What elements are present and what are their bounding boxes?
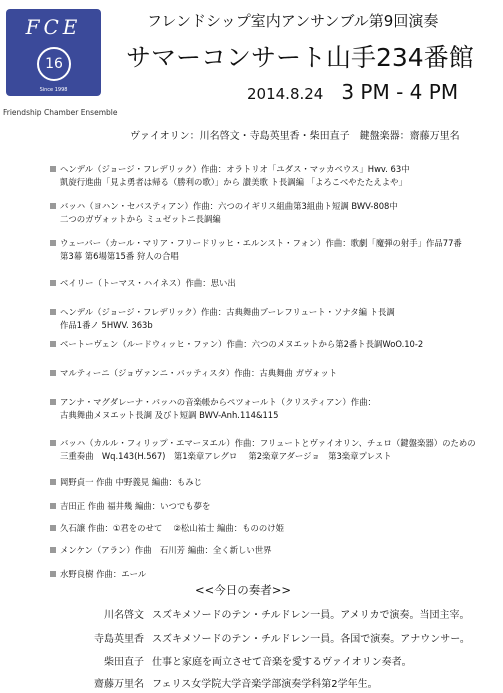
member-description: 仕事と家庭を両立させて音楽を愛するヴァイオリン奏者。: [152, 657, 412, 668]
member-name: 川名啓文: [104, 610, 144, 621]
bullet-icon: [50, 203, 56, 209]
bullet-icon: [50, 525, 56, 531]
bullet-icon: [50, 370, 56, 376]
program-item: ヘンデル（ジョージ・フレデリック）作曲：オラトリオ「ユダス・マッカベウス」Hwv. 63中 凱旋行進曲「見よ勇者は帰る（勝利の歌）」から 讃美歌 ト長調編 「よろこべやたたえよや」: [50, 163, 410, 188]
member-name: 寺島英里香: [94, 634, 144, 645]
member-description: スズキメソードのテン・チルドレン一員。アメリカで演奏。当団主宰。: [152, 610, 470, 621]
member-name: 齋藤万里名: [94, 679, 144, 690]
performers-line: ヴァイオリン：川名啓文・寺島英里香・柴田直子 鍵盤楽器：齋藤万里名: [130, 131, 460, 142]
member-row: [78, 653, 412, 668]
program-item: 吉田正 作曲 福井幾 編曲：いつでも夢を: [50, 500, 210, 513]
member-row: [78, 675, 378, 690]
bullet-icon: [50, 309, 56, 315]
concert-datetime: [247, 80, 458, 104]
concert-date: 2014.8.24: [247, 85, 324, 103]
bullet-icon: [50, 503, 56, 509]
program-item: アンナ・マグダレーナ・バッハの音楽帳からペツォールト（クリスティアン）作曲： 古典舞曲メヌエット長調 及びト短調 BWV-Anh.114&115: [50, 396, 376, 421]
program-item: メンケン（アラン）作曲 石川芳 編曲：全く新しい世界: [50, 544, 271, 557]
bullet-icon: [50, 240, 56, 246]
bullet-icon: [50, 440, 56, 446]
member-name: 柴田直子: [104, 657, 144, 668]
member-row: [78, 630, 470, 645]
member-row: [78, 606, 470, 621]
program-item: バッハ（カルル・フィリップ・エマーヌエル）作曲：フリュートとヴァイオリン、チェロ（鍵盤楽器）のための 三重奏曲 Wq.143(H.567) 第1楽章アレグロ 第2楽章アダージョ 第3楽章プレスト: [50, 437, 476, 462]
bullet-icon: [50, 341, 56, 347]
members-heading: <<今日の奏者>>: [195, 583, 292, 597]
program-item: バッハ（ヨハン・セバスティアン）作曲：六つのイギリス組曲第3組曲ト短調 BWV-808中 二つのガヴォットから ミュゼットニ長調編: [50, 200, 398, 225]
ensemble-name: フレンドシップ室内アンサンブル第9回演奏: [147, 12, 439, 30]
bullet-icon: [50, 547, 56, 553]
program-item: マルティーニ（ジョヴァンニ・バッティスタ）作曲：古典舞曲 ガヴォット: [50, 367, 337, 380]
member-description: スズキメソードのテン・チルドレン一員。各国で演奏。アナウンサー。: [152, 634, 470, 645]
bullet-icon: [50, 399, 56, 405]
bullet-icon: [50, 479, 56, 485]
program-item: ベイリー（トーマス・ハイネス）作曲：思い出: [50, 277, 236, 290]
logo-letters: FCE: [25, 15, 82, 39]
bullet-icon: [50, 166, 56, 172]
logo-number: 16: [37, 47, 71, 81]
program-item: ヘンデル（ジョージ・フレデリック）作曲：古典舞曲ブーレフリュート・ソナタ編 ト長調 作品1番ノ 5HWV. 363b: [50, 306, 395, 331]
concert-time: 3 PM - 4 PM: [341, 80, 459, 104]
bullet-icon: [50, 571, 56, 577]
concert-title: サマーコンサート山手234番館: [126, 43, 474, 72]
program-item: ベートーヴェン（ルードウィッヒ・ファン）作曲：六つのメヌエットから第2番ト長調WoO.10-2: [50, 338, 423, 351]
member-description: フェリス女学院大学音楽学部演奏学科第2学年生。: [152, 679, 378, 690]
logo-since: Since 1998: [39, 87, 68, 93]
program-item: 水野良樹 作曲：エール: [50, 568, 146, 581]
logo-caption: Friendship Chamber Ensemble: [3, 108, 118, 117]
program-item: ウェーバー（カール・マリア・フリードリッヒ・エルンスト・フォン）作曲：歌劇「魔弾の射手」作品77番 第3幕 第6場第15番 狩人の合唱: [50, 237, 462, 262]
program-item: 岡野貞一 作曲 中野義見 編曲：もみじ: [50, 476, 202, 489]
ensemble-logo: [6, 9, 101, 96]
program-item: 久石譲 作曲：①君をのせて ②松山祐士 編曲：もののけ姫: [50, 522, 284, 535]
bullet-icon: [50, 280, 56, 286]
